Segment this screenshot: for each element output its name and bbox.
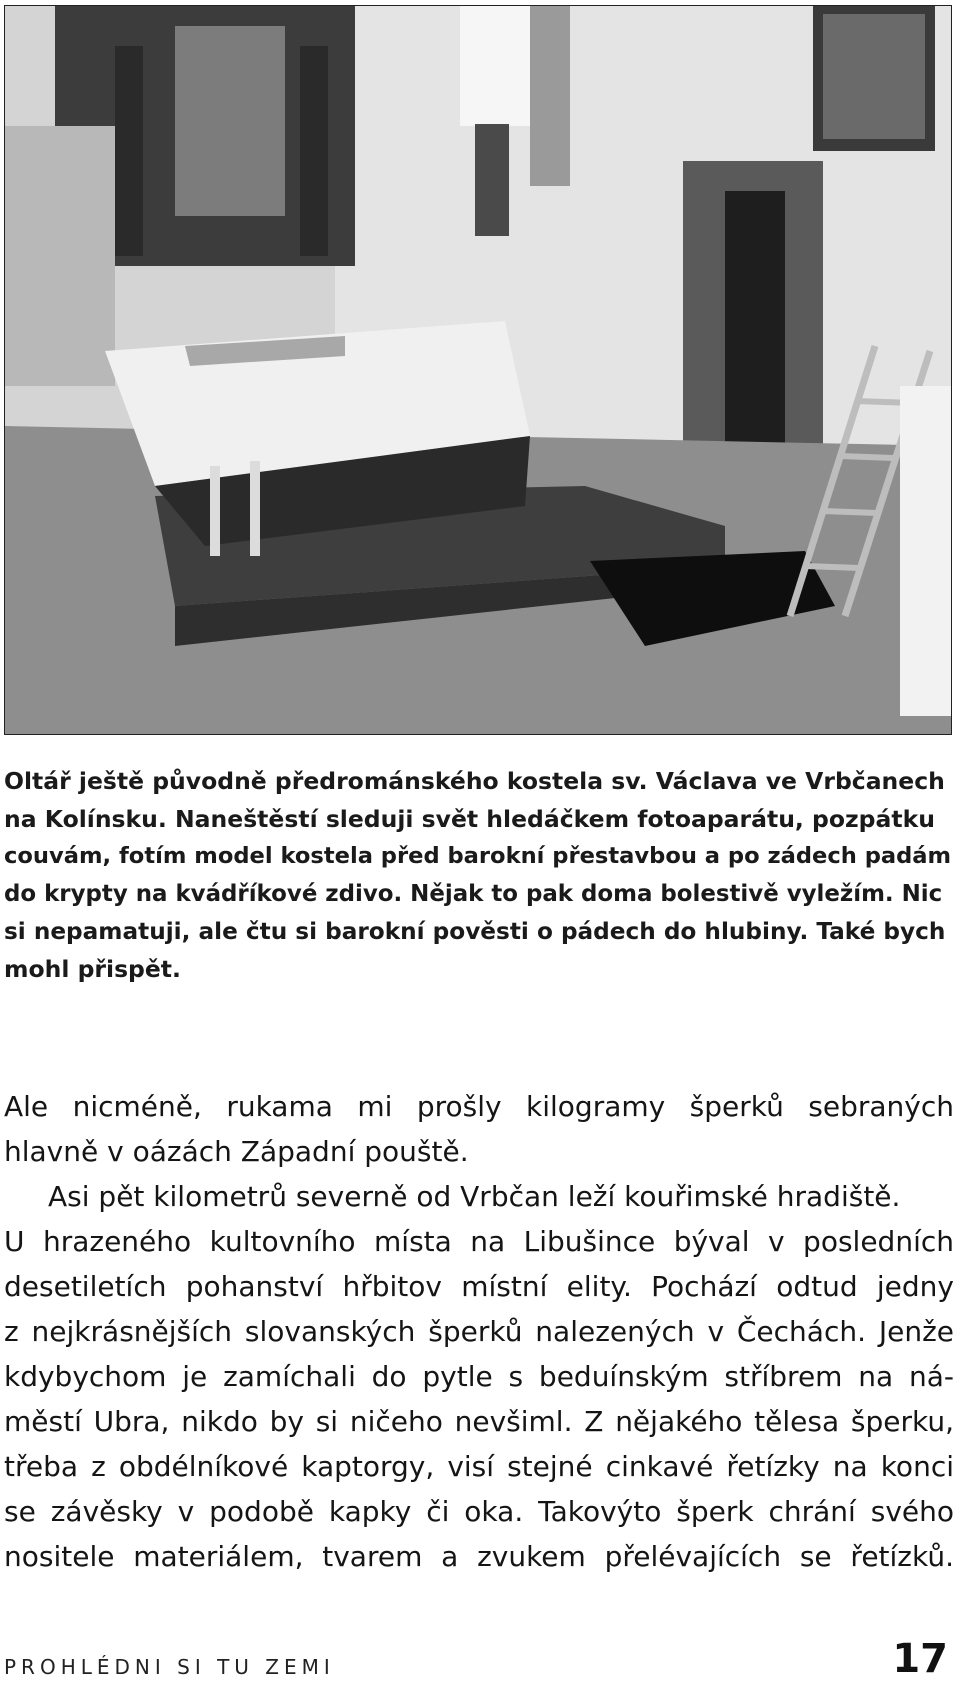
photo-pulpit [5, 126, 115, 386]
caption-line: Oltář ještě původně předrománského kostela sv. Václava ve Vrbčanech [4, 767, 945, 795]
caption-line: do krypty na kvádříkové zdivo. Nějak to pak doma bolestivě vyležím. Nic [4, 880, 943, 907]
body-line: kdybychom je zamíchali do pytle s beduínským stříbrem na ná- [4, 1360, 954, 1393]
body-line: se závěsky v podobě kapky či oka. Takovýto šperk chrání svého [4, 1495, 954, 1528]
body-line: městí Ubra, nikdo by si ničeho nevšiml. Z nějakého tělesa šperku, [4, 1405, 954, 1438]
body-line: Ale nicméně, rukama mi prošly kilogramy šperků sebraných [4, 1090, 954, 1123]
running-footer: PROHLÉDNI SI TU ZEMI [4, 1655, 335, 1679]
page-number: 17 [892, 1636, 948, 1682]
caption-line: mohl přispět. [4, 954, 181, 983]
photo-wall-painting-small [475, 124, 509, 236]
photo-altar-painting [175, 26, 285, 216]
photo-pillar [900, 386, 952, 716]
altar-photo-drawing [5, 6, 952, 735]
body-line: třeba z obdélníkové kaptorgy, visí stejné cinkavé řetízky na konci [4, 1450, 954, 1483]
caption-line: si nepamatuji, ale čtu si barokní pověsti o pádech do hlubiny. Také bych [4, 918, 946, 945]
caption-line: couvám, fotím model kostela před barokní přestavbou a po zádech padám [4, 843, 952, 869]
body-line: desetiletích pohanství hřbitov místní elity. Pochází odtud jedny [4, 1270, 954, 1303]
body-line: z nejkrásnějších slovanských šperků nalezených v Čechách. Jenže [4, 1315, 954, 1348]
body-line: nositele materiálem, tvarem a zvukem přelévajících se řetízků. [4, 1540, 954, 1573]
body-line: Asi pět kilometrů severně od Vrbčan leží kouřimské hradiště. [48, 1180, 901, 1213]
body-line: hlavně v oázách Západní pouště. [4, 1135, 469, 1168]
body-line: U hrazeného kultovního místa na Libušince býval v posledních [4, 1225, 954, 1258]
photo-candlestick [210, 466, 220, 556]
altar-photograph [4, 5, 952, 735]
photo-statue [530, 6, 570, 186]
photo-window [460, 6, 530, 126]
body-text [4, 1084, 954, 1579]
caption-line: na Kolínsku. Naneštěstí sleduji svět hledáčkem fotoaparátu, pozpátku [4, 804, 935, 833]
photo-caption [4, 763, 952, 988]
